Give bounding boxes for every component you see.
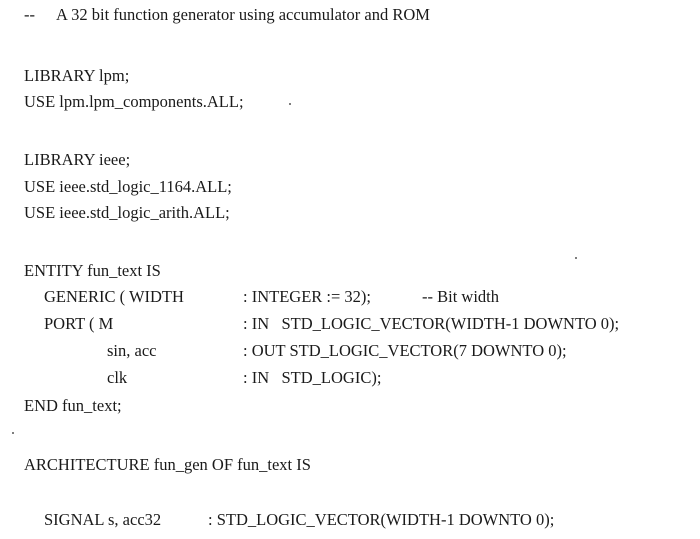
- generic-type: : INTEGER := 32);: [243, 287, 371, 306]
- generic-name: GENERIC ( WIDTH: [44, 287, 184, 306]
- comment-header-text: A 32 bit function generator using accumulator and ROM: [56, 5, 430, 24]
- library-lpm-line: LIBRARY lpm;: [24, 66, 130, 85]
- scan-speck: [12, 432, 14, 434]
- use-lpm-line: USE lpm.lpm_components.ALL;: [24, 92, 244, 111]
- entity-header-line: ENTITY fun_text IS: [24, 261, 161, 280]
- port-clk-name: clk: [107, 368, 128, 387]
- scan-speck: [289, 103, 291, 105]
- library-ieee-line: LIBRARY ieee;: [24, 150, 131, 169]
- architecture-header-line: ARCHITECTURE fun_gen OF fun_text IS: [24, 455, 311, 474]
- use-ieee-arith-line: USE ieee.std_logic_arith.ALL;: [24, 203, 230, 222]
- port-clk-type: : IN STD_LOGIC);: [243, 368, 382, 387]
- signal-name: SIGNAL s, acc32: [44, 510, 162, 529]
- entity-end-line: END fun_text;: [24, 396, 122, 415]
- scan-speck: [575, 257, 577, 259]
- port-sin-acc-type: : OUT STD_LOGIC_VECTOR(7 DOWNTO 0);: [243, 341, 567, 360]
- port-m-name: PORT ( M: [44, 314, 114, 333]
- signal-type: : STD_LOGIC_VECTOR(WIDTH-1 DOWNTO 0);: [208, 510, 555, 529]
- use-ieee-1164-line: USE ieee.std_logic_1164.ALL;: [24, 177, 232, 196]
- port-sin-acc-name: sin, acc: [107, 341, 157, 360]
- port-m-type: : IN STD_LOGIC_VECTOR(WIDTH-1 DOWNTO 0);: [243, 314, 620, 333]
- generic-comment: -- Bit width: [422, 287, 499, 306]
- comment-marker: --: [24, 5, 35, 24]
